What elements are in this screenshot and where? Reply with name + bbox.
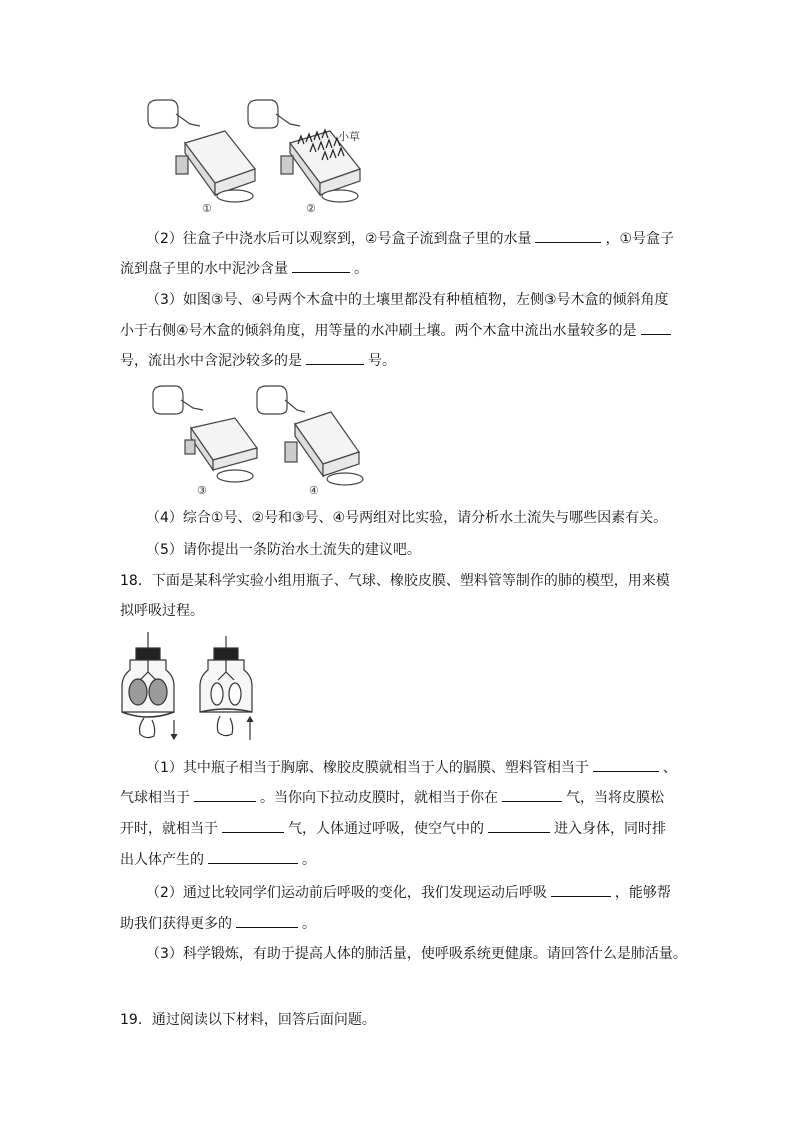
q18-part1-line2: 气球相当于 。当你向下拉动皮膜时，就相当于你在 气，当将皮膜松 bbox=[120, 787, 664, 808]
grass-annotation: 小草 bbox=[338, 130, 360, 143]
q18-part2-line2: 助我们获得更多的 。 bbox=[120, 913, 316, 934]
q18-stem-line1: 18．下面是某科学实验小组用瓶子、气球、橡胶皮膜、塑料管等制作的肺的模型，用来模 bbox=[120, 573, 670, 589]
q17-part5: （5）请你提出一条防治水土流失的建议吧。 bbox=[146, 542, 421, 558]
watering-can-icon bbox=[148, 100, 200, 128]
q17-part3-line3: 号，流出水中含泥沙较多的是 号。 bbox=[120, 350, 396, 371]
watering-can-icon bbox=[153, 386, 203, 414]
answer-blank[interactable] bbox=[208, 849, 298, 864]
q17-part2-line2: 流到盘子里的水中泥沙含量 。 bbox=[120, 258, 368, 279]
answer-blank[interactable] bbox=[535, 228, 601, 243]
bottle-model-inhale bbox=[200, 636, 253, 740]
q18-part1-line3: 开时，就相当于 气，人体通过呼吸，使空气中的 进入身体，同时排 bbox=[120, 818, 666, 839]
soil-box-1 bbox=[176, 131, 255, 202]
watering-can-icon bbox=[257, 386, 305, 414]
answer-blank[interactable] bbox=[551, 882, 611, 897]
figure-soil-boxes-1-2 bbox=[140, 98, 380, 216]
soil-box-4 bbox=[285, 412, 363, 485]
figure-soil-boxes-3-4 bbox=[145, 384, 375, 499]
figure-label-2: ② bbox=[306, 202, 316, 215]
soil-box-3 bbox=[185, 418, 257, 482]
bottle-model-exhale bbox=[122, 632, 177, 739]
q19-stem: 19．通过阅读以下材料，回答后面问题。 bbox=[120, 1012, 376, 1028]
figure-label-1: ① bbox=[202, 202, 212, 215]
answer-blank[interactable] bbox=[641, 320, 671, 335]
q17-part3-line1: （3）如图③号、④号两个木盒中的土壤里都没有种植植物，左侧③号木盒的倾斜角度 bbox=[146, 292, 669, 308]
answer-blank[interactable] bbox=[488, 818, 550, 833]
answer-blank[interactable] bbox=[306, 350, 364, 365]
answer-blank[interactable] bbox=[593, 757, 659, 772]
q18-part3: （3）科学锻炼，有助于提高人体的肺活量，使呼吸系统更健康。请回答什么是肺活量。 bbox=[146, 946, 687, 962]
figure-label-4: ④ bbox=[309, 484, 319, 497]
q18-part1-line1: （1）其中瓶子相当于胸廓、橡胶皮膜就相当于人的膈膜、塑料管相当于 、 bbox=[146, 757, 677, 778]
q17-part3-line2: 小于右侧④号木盒的倾斜角度，用等量的水冲刷土壤。两个木盒中流出水量较多的是 bbox=[120, 320, 675, 341]
answer-blank[interactable] bbox=[502, 787, 562, 802]
watering-can-icon bbox=[248, 100, 300, 128]
q18-part1-line4: 出人体产生的 。 bbox=[120, 849, 316, 870]
answer-blank[interactable] bbox=[194, 787, 256, 802]
answer-blank[interactable] bbox=[292, 258, 350, 273]
answer-blank[interactable] bbox=[222, 818, 284, 833]
q18-stem-line2: 拟呼吸过程。 bbox=[120, 603, 204, 619]
q18-part2-line1: （2）通过比较同学们运动前后呼吸的变化，我们发现运动后呼吸 ，能够帮 bbox=[146, 882, 671, 903]
q17-part4: （4）综合①号、②号和③号、④号两组对比实验，请分析水土流失与哪些因素有关。 bbox=[146, 510, 668, 526]
figure-label-3: ③ bbox=[197, 484, 207, 497]
answer-blank[interactable] bbox=[236, 913, 298, 928]
figure-lung-model bbox=[118, 630, 258, 745]
q17-part2-line1: （2）往盒子中浇水后可以观察到，②号盒子流到盘子里的水量 ，①号盒子 bbox=[146, 228, 674, 249]
